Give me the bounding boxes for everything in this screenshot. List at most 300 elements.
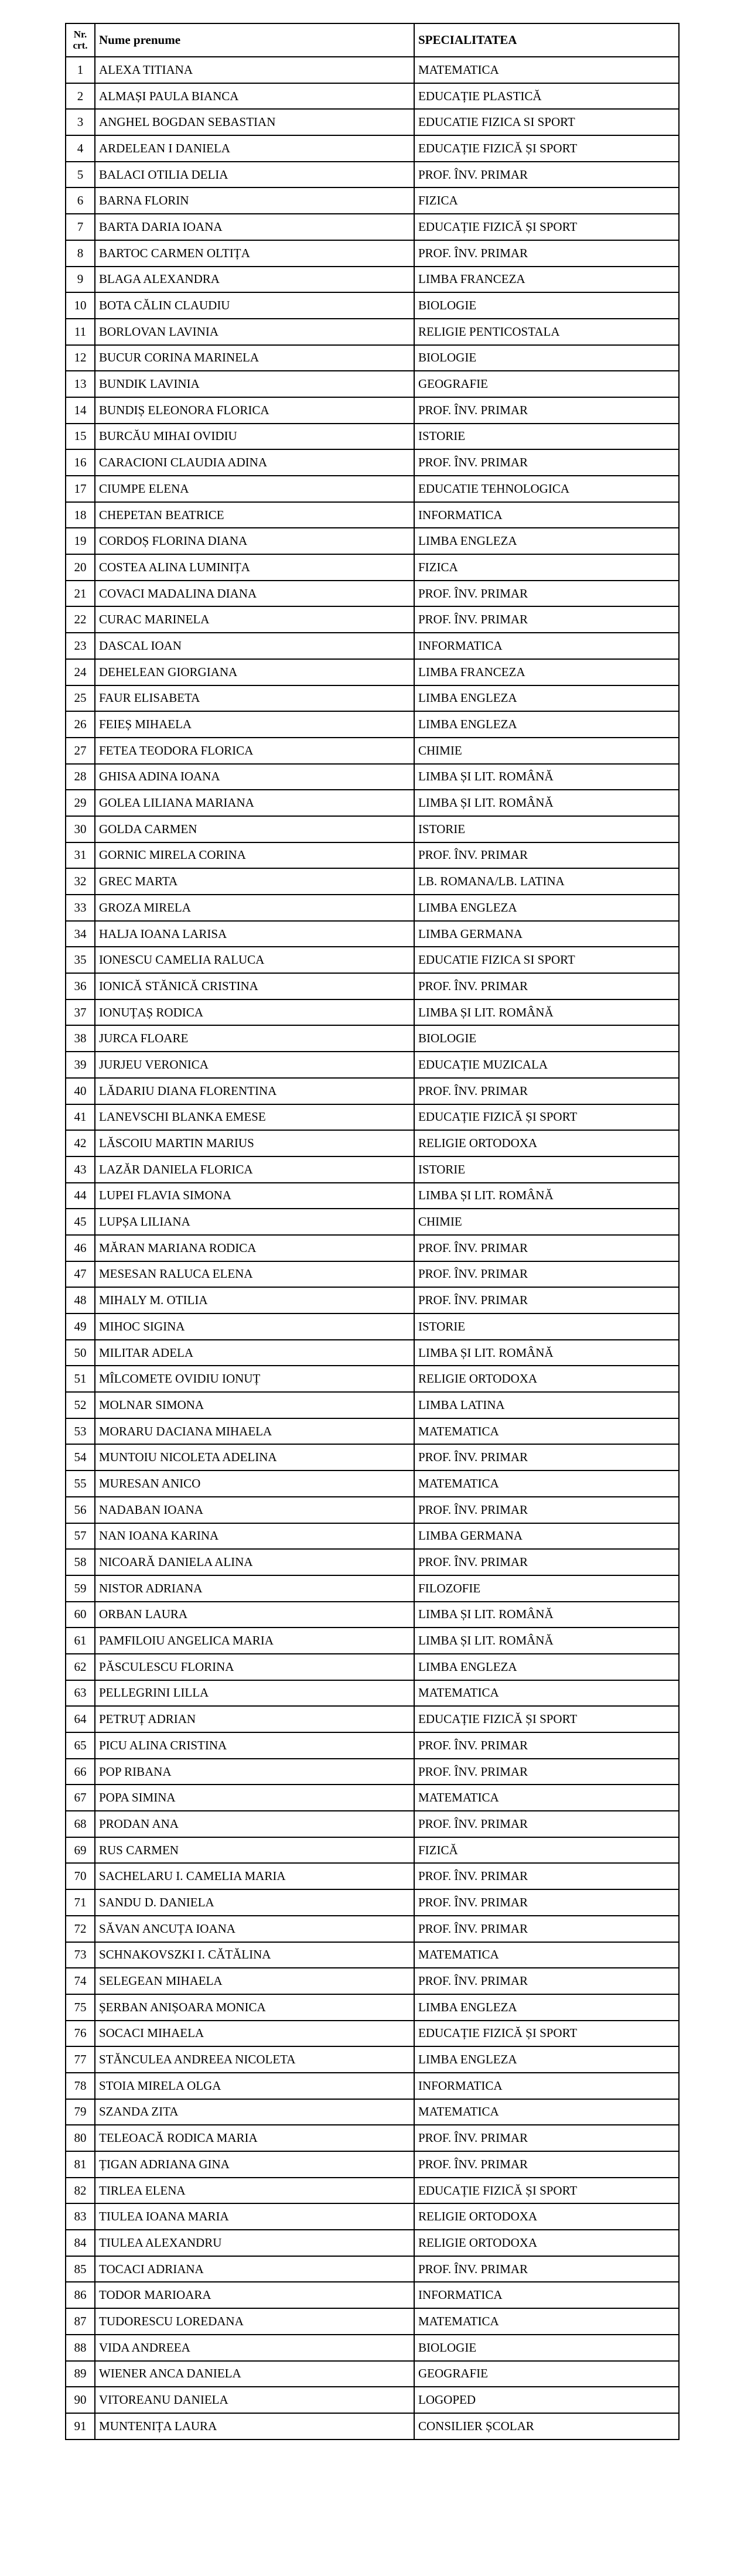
row-name-cell: WIENER ANCA DANIELA (95, 2361, 414, 2387)
row-nr-cell: 89 (66, 2361, 95, 2387)
row-name-cell: RUS CARMEN (95, 1837, 414, 1864)
row-specialty-cell: MATEMATICA (414, 2099, 679, 2125)
row-name-cell: TODOR MARIOARA (95, 2282, 414, 2308)
row-nr-cell: 23 (66, 633, 95, 659)
row-nr-cell: 72 (66, 1916, 95, 1942)
row-name-cell: GORNIC MIRELA CORINA (95, 842, 414, 869)
table-row (66, 816, 679, 842)
row-name-cell: SZANDA ZITA (95, 2099, 414, 2125)
row-specialty-cell: PROF. ÎNV. PRIMAR (414, 1235, 679, 1261)
row-name-cell: BARTOC CARMEN OLTIȚA (95, 240, 414, 267)
row-nr-cell: 5 (66, 162, 95, 188)
row-nr-cell: 45 (66, 1209, 95, 1235)
row-name-cell: STĂNCULEA ANDREEA NICOLETA (95, 2046, 414, 2073)
row-specialty-cell: LIMBA FRANCEZA (414, 659, 679, 685)
table-row (66, 659, 679, 685)
row-name-cell: IONICĂ STĂNICĂ CRISTINA (95, 973, 414, 999)
table-row (66, 921, 679, 947)
staff-table (65, 23, 680, 2440)
table-row (66, 2178, 679, 2204)
table-row (66, 2256, 679, 2282)
row-name-cell: MÎLCOMETE OVIDIU IONUȚ (95, 1366, 414, 1392)
row-nr-cell: 67 (66, 1785, 95, 1811)
row-name-cell: STOIA MIRELA OLGA (95, 2073, 414, 2099)
table-row (66, 449, 679, 476)
row-specialty-cell: INFORMATICA (414, 2282, 679, 2308)
table-row (66, 397, 679, 424)
row-specialty-cell: PROF. ÎNV. PRIMAR (414, 973, 679, 999)
row-nr-cell: 63 (66, 1680, 95, 1707)
table-row (66, 424, 679, 450)
row-specialty-cell: PROF. ÎNV. PRIMAR (414, 162, 679, 188)
row-name-cell: BUNDIK LAVINIA (95, 371, 414, 397)
row-name-cell: NISTOR ADRIANA (95, 1575, 414, 1602)
row-name-cell: LUPEI FLAVIA SIMONA (95, 1183, 414, 1209)
row-specialty-cell: PROF. ÎNV. PRIMAR (414, 397, 679, 424)
row-nr-cell: 59 (66, 1575, 95, 1602)
row-nr-cell: 47 (66, 1261, 95, 1288)
row-nr-cell: 17 (66, 476, 95, 502)
row-specialty-cell: PROF. ÎNV. PRIMAR (414, 1078, 679, 1104)
row-name-cell: MĂRAN MARIANA RODICA (95, 1235, 414, 1261)
row-name-cell: MIHALY M. OTILIA (95, 1287, 414, 1313)
row-nr-cell: 78 (66, 2073, 95, 2099)
row-specialty-cell: LIMBA ȘI LIT. ROMÂNĂ (414, 790, 679, 816)
table-row (66, 2203, 679, 2230)
row-specialty-cell: EDUCAȚIE FIZICĂ ȘI SPORT (414, 1706, 679, 1732)
row-nr-cell: 39 (66, 1052, 95, 1078)
row-name-cell: BORLOVAN LAVINIA (95, 319, 414, 345)
table-row (66, 1497, 679, 1523)
row-name-cell: GHISA ADINA IOANA (95, 764, 414, 790)
row-specialty-cell: RELIGIE PENTICOSTALA (414, 319, 679, 345)
row-specialty-cell: RELIGIE ORTODOXA (414, 1366, 679, 1392)
row-name-cell: BURCĂU MIHAI OVIDIU (95, 424, 414, 450)
table-row (66, 2230, 679, 2256)
row-name-cell: ALEXA TITIANA (95, 57, 414, 83)
row-specialty-cell: CONSILIER ȘCOLAR (414, 2413, 679, 2439)
table-row (66, 1052, 679, 1078)
row-name-cell: GREC MARTA (95, 868, 414, 895)
row-nr-cell: 6 (66, 187, 95, 214)
row-specialty-cell: PROF. ÎNV. PRIMAR (414, 842, 679, 869)
row-name-cell: PETRUȚ ADRIAN (95, 1706, 414, 1732)
row-nr-cell: 32 (66, 868, 95, 895)
table-row (66, 1313, 679, 1340)
row-specialty-cell: LIMBA ENGLEZA (414, 528, 679, 554)
table-row (66, 2361, 679, 2387)
table-row (66, 1994, 679, 2021)
row-name-cell: BUNDIȘ ELEONORA FLORICA (95, 397, 414, 424)
table-row (66, 1444, 679, 1470)
row-specialty-cell: LIMBA FRANCEZA (414, 267, 679, 293)
table-row (66, 581, 679, 607)
row-name-cell: SACHELARU I. CAMELIA MARIA (95, 1863, 414, 1889)
row-specialty-cell: LIMBA ENGLEZA (414, 2046, 679, 2073)
row-name-cell: PELLEGRINI LILLA (95, 1680, 414, 1707)
row-nr-cell: 12 (66, 345, 95, 371)
row-name-cell: POPA SIMINA (95, 1785, 414, 1811)
row-nr-cell: 13 (66, 371, 95, 397)
table-row (66, 1470, 679, 1497)
row-specialty-cell: RELIGIE ORTODOXA (414, 1130, 679, 1156)
row-nr-cell: 66 (66, 1759, 95, 1785)
row-nr-cell: 84 (66, 2230, 95, 2256)
row-nr-cell: 77 (66, 2046, 95, 2073)
table-row (66, 1575, 679, 1602)
row-specialty-cell: INFORMATICA (414, 2073, 679, 2099)
row-name-cell: MORARU DACIANA MIHAELA (95, 1418, 414, 1445)
table-row (66, 1654, 679, 1680)
table-row (66, 2308, 679, 2335)
row-nr-cell: 50 (66, 1340, 95, 1366)
table-row (66, 1287, 679, 1313)
table-row (66, 267, 679, 293)
row-nr-cell: 71 (66, 1889, 95, 1916)
table-row (66, 1602, 679, 1628)
row-name-cell: MUNTOIU NICOLETA ADELINA (95, 1444, 414, 1470)
table-row (66, 895, 679, 921)
row-specialty-cell: PROF. ÎNV. PRIMAR (414, 1287, 679, 1313)
table-row (66, 135, 679, 162)
row-specialty-cell: MATEMATICA (414, 1680, 679, 1707)
row-name-cell: HALJA IOANA LARISA (95, 921, 414, 947)
row-nr-cell: 74 (66, 1968, 95, 1994)
row-name-cell: GOLDA CARMEN (95, 816, 414, 842)
row-nr-cell: 65 (66, 1732, 95, 1759)
row-nr-cell: 38 (66, 1025, 95, 1052)
row-name-cell: TIULEA ALEXANDRU (95, 2230, 414, 2256)
row-name-cell: BARTA DARIA IOANA (95, 214, 414, 240)
row-specialty-cell: PROF. ÎNV. PRIMAR (414, 1759, 679, 1785)
table-row (66, 2125, 679, 2151)
row-name-cell: IONUȚAȘ RODICA (95, 999, 414, 1026)
row-specialty-cell: EDUCAȚIE FIZICĂ ȘI SPORT (414, 2178, 679, 2204)
row-nr-cell: 91 (66, 2413, 95, 2439)
row-name-cell: NAN IOANA KARINA (95, 1523, 414, 1550)
row-specialty-cell: BIOLOGIE (414, 1025, 679, 1052)
row-name-cell: ANGHEL BOGDAN SEBASTIAN (95, 109, 414, 135)
row-nr-cell: 69 (66, 1837, 95, 1864)
row-name-cell: TUDORESCU LOREDANA (95, 2308, 414, 2335)
table-row (66, 187, 679, 214)
row-nr-cell: 26 (66, 711, 95, 738)
row-name-cell: JURJEU VERONICA (95, 1052, 414, 1078)
row-specialty-cell: LIMBA ENGLEZA (414, 685, 679, 712)
row-nr-cell: 46 (66, 1235, 95, 1261)
row-name-cell: DEHELEAN GIORGIANA (95, 659, 414, 685)
row-specialty-cell: LIMBA ȘI LIT. ROMÂNĂ (414, 764, 679, 790)
row-specialty-cell: LIMBA ENGLEZA (414, 711, 679, 738)
row-name-cell: LANEVSCHI BLANKA EMESE (95, 1104, 414, 1131)
row-name-cell: SCHNAKOVSZKI I. CĂTĂLINA (95, 1942, 414, 1968)
table-row (66, 1916, 679, 1942)
row-name-cell: DASCAL IOAN (95, 633, 414, 659)
row-nr-cell: 8 (66, 240, 95, 267)
row-specialty-cell: INFORMATICA (414, 502, 679, 528)
row-specialty-cell: ISTORIE (414, 424, 679, 450)
row-specialty-cell: BIOLOGIE (414, 292, 679, 319)
row-specialty-cell: GEOGRAFIE (414, 371, 679, 397)
table-row (66, 1628, 679, 1654)
row-name-cell: JURCA FLOARE (95, 1025, 414, 1052)
table-row (66, 790, 679, 816)
row-specialty-cell: LIMBA GERMANA (414, 921, 679, 947)
row-name-cell: PĂSCULESCU FLORINA (95, 1654, 414, 1680)
table-row (66, 554, 679, 581)
row-specialty-cell: BIOLOGIE (414, 2335, 679, 2361)
row-specialty-cell: MATEMATICA (414, 2308, 679, 2335)
table-row (66, 1261, 679, 1288)
table-row (66, 162, 679, 188)
row-specialty-cell: EDUCATIE FIZICA SI SPORT (414, 109, 679, 135)
row-nr-cell: 29 (66, 790, 95, 816)
row-nr-cell: 15 (66, 424, 95, 450)
table-row (66, 606, 679, 633)
row-specialty-cell: LIMBA ȘI LIT. ROMÂNĂ (414, 1602, 679, 1628)
row-name-cell: GOLEA LILIANA MARIANA (95, 790, 414, 816)
row-nr-cell: 58 (66, 1549, 95, 1575)
row-specialty-cell: PROF. ÎNV. PRIMAR (414, 1889, 679, 1916)
row-specialty-cell: PROF. ÎNV. PRIMAR (414, 1916, 679, 1942)
row-name-cell: BALACI OTILIA DELIA (95, 162, 414, 188)
table-row (66, 738, 679, 764)
table-row (66, 1209, 679, 1235)
row-specialty-cell: EDUCAȚIE MUZICALA (414, 1052, 679, 1078)
row-nr-cell: 44 (66, 1183, 95, 1209)
row-specialty-cell: ISTORIE (414, 816, 679, 842)
table-row (66, 1706, 679, 1732)
row-name-cell: PAMFILOIU ANGELICA MARIA (95, 1628, 414, 1654)
row-nr-cell: 37 (66, 999, 95, 1026)
row-specialty-cell: EDUCAȚIE PLASTICĂ (414, 83, 679, 110)
row-name-cell: BUCUR CORINA MARINELA (95, 345, 414, 371)
row-nr-cell: 27 (66, 738, 95, 764)
table-row (66, 1968, 679, 1994)
row-nr-cell: 54 (66, 1444, 95, 1470)
row-name-cell: VIDA ANDREEA (95, 2335, 414, 2361)
row-nr-cell: 19 (66, 528, 95, 554)
row-specialty-cell: EDUCAȚIE FIZICĂ ȘI SPORT (414, 135, 679, 162)
table-row (66, 345, 679, 371)
row-nr-cell: 85 (66, 2256, 95, 2282)
table-row (66, 1418, 679, 1445)
row-name-cell: NICOARĂ DANIELA ALINA (95, 1549, 414, 1575)
row-name-cell: MIHOC SIGINA (95, 1313, 414, 1340)
row-nr-cell: 62 (66, 1654, 95, 1680)
row-specialty-cell: MATEMATICA (414, 1942, 679, 1968)
table-row (66, 1366, 679, 1392)
row-nr-cell: 79 (66, 2099, 95, 2125)
row-nr-cell: 35 (66, 947, 95, 973)
row-name-cell: PICU ALINA CRISTINA (95, 1732, 414, 1759)
table-row (66, 973, 679, 999)
row-specialty-cell: EDUCATIE TEHNOLOGICA (414, 476, 679, 502)
table-row (66, 2151, 679, 2178)
table-row (66, 1104, 679, 1131)
row-nr-cell: 18 (66, 502, 95, 528)
row-nr-cell: 9 (66, 267, 95, 293)
row-specialty-cell: PROF. ÎNV. PRIMAR (414, 581, 679, 607)
row-specialty-cell: PROF. ÎNV. PRIMAR (414, 449, 679, 476)
table-row (66, 1156, 679, 1183)
row-specialty-cell: FIZICĂ (414, 1837, 679, 1864)
row-nr-cell: 31 (66, 842, 95, 869)
table-row (66, 371, 679, 397)
row-nr-cell: 1 (66, 57, 95, 83)
row-specialty-cell: FIZICA (414, 187, 679, 214)
row-nr-cell: 14 (66, 397, 95, 424)
row-nr-cell: 20 (66, 554, 95, 581)
table-row (66, 2387, 679, 2413)
row-specialty-cell: PROF. ÎNV. PRIMAR (414, 2125, 679, 2151)
table-row (66, 1549, 679, 1575)
table-row (66, 109, 679, 135)
table-row (66, 999, 679, 1026)
row-specialty-cell: PROF. ÎNV. PRIMAR (414, 1549, 679, 1575)
table-row (66, 528, 679, 554)
row-specialty-cell: PROF. ÎNV. PRIMAR (414, 1968, 679, 1994)
row-name-cell: ARDELEAN I DANIELA (95, 135, 414, 162)
row-nr-cell: 80 (66, 2125, 95, 2151)
table-row (66, 633, 679, 659)
table-row (66, 1889, 679, 1916)
table-row (66, 2099, 679, 2125)
table-row (66, 1680, 679, 1707)
row-specialty-cell: LOGOPED (414, 2387, 679, 2413)
row-nr-cell: 3 (66, 109, 95, 135)
row-specialty-cell: EDUCAȚIE FIZICĂ ȘI SPORT (414, 1104, 679, 1131)
row-name-cell: COVACI MADALINA DIANA (95, 581, 414, 607)
table-row (66, 711, 679, 738)
table-row (66, 1837, 679, 1864)
row-specialty-cell: FIZICA (414, 554, 679, 581)
row-specialty-cell: PROF. ÎNV. PRIMAR (414, 2151, 679, 2178)
row-specialty-cell: ISTORIE (414, 1313, 679, 1340)
row-specialty-cell: LB. ROMANA/LB. LATINA (414, 868, 679, 895)
row-nr-cell: 86 (66, 2282, 95, 2308)
row-nr-cell: 56 (66, 1497, 95, 1523)
row-nr-cell: 28 (66, 764, 95, 790)
table-row (66, 947, 679, 973)
row-name-cell: SANDU D. DANIELA (95, 1889, 414, 1916)
row-name-cell: MURESAN ANICO (95, 1470, 414, 1497)
row-name-cell: LAZĂR DANIELA FLORICA (95, 1156, 414, 1183)
row-name-cell: MUNTENIȚA LAURA (95, 2413, 414, 2439)
row-nr-cell: 64 (66, 1706, 95, 1732)
table-row (66, 2073, 679, 2099)
header-row (66, 23, 679, 57)
row-specialty-cell: GEOGRAFIE (414, 2361, 679, 2387)
table-row (66, 83, 679, 110)
row-specialty-cell: LIMBA GERMANA (414, 1523, 679, 1550)
row-specialty-cell: EDUCATIE FIZICA SI SPORT (414, 947, 679, 973)
row-specialty-cell: ISTORIE (414, 1156, 679, 1183)
row-nr-cell: 11 (66, 319, 95, 345)
row-nr-cell: 24 (66, 659, 95, 685)
row-specialty-cell: INFORMATICA (414, 633, 679, 659)
row-nr-cell: 70 (66, 1863, 95, 1889)
row-name-cell: MILITAR ADELA (95, 1340, 414, 1366)
row-name-cell: BOTA CĂLIN CLAUDIU (95, 292, 414, 319)
row-nr-cell: 22 (66, 606, 95, 633)
row-nr-cell: 36 (66, 973, 95, 999)
row-name-cell: MOLNAR SIMONA (95, 1392, 414, 1418)
row-specialty-cell: PROF. ÎNV. PRIMAR (414, 1811, 679, 1837)
row-specialty-cell: MATEMATICA (414, 1418, 679, 1445)
table-row (66, 1732, 679, 1759)
row-name-cell: ȘERBAN ANIȘOARA MONICA (95, 1994, 414, 2021)
table-row (66, 685, 679, 712)
row-nr-cell: 87 (66, 2308, 95, 2335)
row-nr-cell: 68 (66, 1811, 95, 1837)
row-nr-cell: 16 (66, 449, 95, 476)
row-specialty-cell: EDUCAȚIE FIZICĂ ȘI SPORT (414, 214, 679, 240)
row-name-cell: CARACIONI CLAUDIA ADINA (95, 449, 414, 476)
row-name-cell: FEIEȘ MIHAELA (95, 711, 414, 738)
row-name-cell: MESESAN RALUCA ELENA (95, 1261, 414, 1288)
row-name-cell: NADABAN IOANA (95, 1497, 414, 1523)
row-name-cell: CIUMPE ELENA (95, 476, 414, 502)
row-nr-cell: 7 (66, 214, 95, 240)
table-row (66, 764, 679, 790)
row-specialty-cell: PROF. ÎNV. PRIMAR (414, 1863, 679, 1889)
table-row (66, 1340, 679, 1366)
table-row (66, 2335, 679, 2361)
row-nr-cell: 83 (66, 2203, 95, 2230)
row-name-cell: LĂDARIU DIANA FLORENTINA (95, 1078, 414, 1104)
row-specialty-cell: MATEMATICA (414, 57, 679, 83)
row-name-cell: ȚIGAN ADRIANA GINA (95, 2151, 414, 2178)
row-name-cell: COSTEA ALINA LUMINIȚA (95, 554, 414, 581)
table-row (66, 1523, 679, 1550)
row-nr-cell: 48 (66, 1287, 95, 1313)
row-specialty-cell: PROF. ÎNV. PRIMAR (414, 1261, 679, 1288)
row-specialty-cell: PROF. ÎNV. PRIMAR (414, 2256, 679, 2282)
row-nr-cell: 75 (66, 1994, 95, 2021)
row-specialty-cell: MATEMATICA (414, 1470, 679, 1497)
table-row (66, 57, 679, 83)
row-name-cell: BARNA FLORIN (95, 187, 414, 214)
row-name-cell: FAUR ELISABETA (95, 685, 414, 712)
row-nr-cell: 52 (66, 1392, 95, 1418)
table-row (66, 476, 679, 502)
header-specialty: SPECIALITATEA (414, 23, 679, 57)
row-specialty-cell: PROF. ÎNV. PRIMAR (414, 1444, 679, 1470)
row-nr-cell: 10 (66, 292, 95, 319)
row-nr-cell: 41 (66, 1104, 95, 1131)
row-specialty-cell: LIMBA ȘI LIT. ROMÂNĂ (414, 1340, 679, 1366)
table-header (66, 23, 679, 57)
table-row (66, 1130, 679, 1156)
table-row (66, 1183, 679, 1209)
row-name-cell: TOCACI ADRIANA (95, 2256, 414, 2282)
row-nr-cell: 2 (66, 83, 95, 110)
row-nr-cell: 76 (66, 2021, 95, 2047)
row-specialty-cell: PROF. ÎNV. PRIMAR (414, 606, 679, 633)
row-specialty-cell: BIOLOGIE (414, 345, 679, 371)
row-name-cell: FETEA TEODORA FLORICA (95, 738, 414, 764)
table-row (66, 1392, 679, 1418)
table-row (66, 214, 679, 240)
row-specialty-cell: LIMBA ENGLEZA (414, 895, 679, 921)
table-row (66, 2046, 679, 2073)
table-row (66, 2282, 679, 2308)
table-row (66, 2413, 679, 2439)
row-nr-cell: 51 (66, 1366, 95, 1392)
row-nr-cell: 40 (66, 1078, 95, 1104)
row-specialty-cell: PROF. ÎNV. PRIMAR (414, 240, 679, 267)
